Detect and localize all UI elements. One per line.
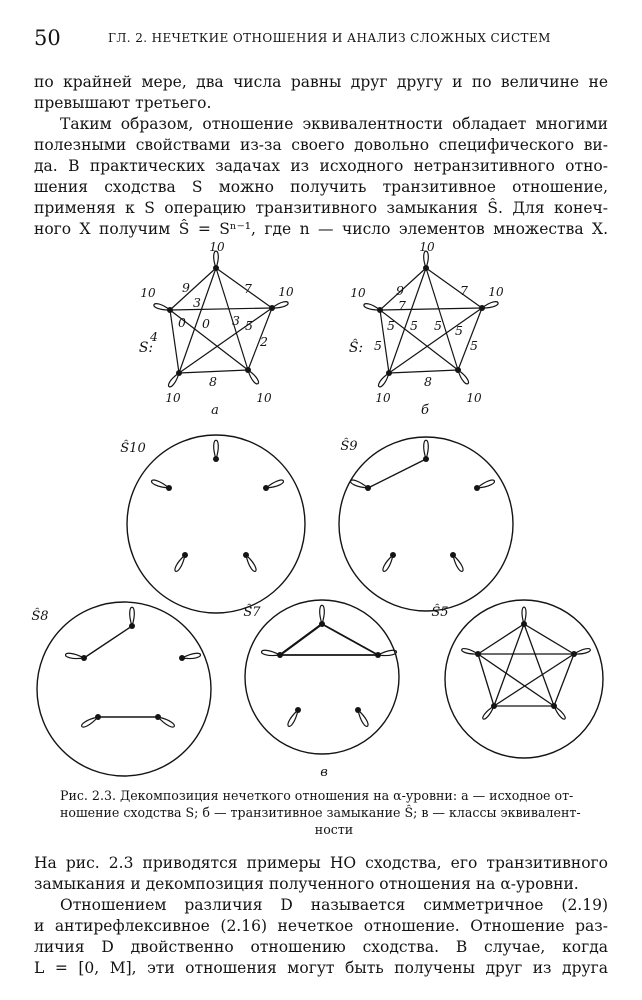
vertex-dot: [213, 456, 219, 462]
vertex-dot: [475, 651, 481, 657]
edge-line: [322, 624, 378, 655]
edge-line: [426, 268, 458, 370]
edge-line: [494, 654, 574, 706]
vertex-dot: [390, 552, 396, 558]
vertex-dot: [269, 305, 275, 311]
circle-label: Ŝ8: [31, 609, 49, 624]
edge-line: [478, 654, 554, 706]
vertex-dot: [295, 707, 301, 713]
loop-weight-label: 10: [278, 285, 294, 299]
panel-label: a: [211, 403, 219, 418]
loop-weight-label: 10: [140, 286, 156, 300]
vertex-dot: [179, 655, 185, 661]
vertex-dot: [263, 485, 269, 491]
vertex-dot: [182, 552, 188, 558]
text-line: применяя к S операцию транзитивного замыкания Ŝ. Для конеч-: [34, 199, 608, 217]
edge-weight-label: 7: [460, 283, 468, 298]
edge-weight-label: 5: [387, 318, 395, 333]
edge-line: [170, 308, 272, 310]
text-line: На рис. 2.3 приводятся примеры НО сходства, его транзитивного: [34, 854, 608, 872]
edge-weight-label: 7: [398, 298, 406, 313]
edge-line: [179, 370, 248, 373]
edge-weight-label: 5: [455, 323, 463, 338]
vertex-dot: [95, 714, 101, 720]
vertex-dot: [167, 307, 173, 313]
text-line: превышают третьего.: [34, 94, 212, 112]
vertex-dot: [166, 485, 172, 491]
edge-weight-label: 5: [410, 318, 418, 333]
edge-weight-label: 3: [232, 313, 240, 328]
text-line: L = [0, M], эти отношения могут быть получены друг из друга: [34, 959, 608, 977]
loop-weight-label: 10: [419, 240, 435, 254]
vertex-dot: [243, 552, 249, 558]
vertex-dot: [386, 370, 392, 376]
vertex-dot: [450, 552, 456, 558]
vertex-dot: [176, 370, 182, 376]
vertex-dot: [245, 367, 251, 373]
edge-line: [426, 268, 482, 308]
text-line: по крайней мере, два числа равны друг другу и по величине не: [34, 73, 608, 91]
edge-weight-label: 7: [244, 281, 252, 296]
edge-line: [280, 624, 322, 655]
vertex-dot: [423, 265, 429, 271]
panel-label: в: [320, 765, 328, 780]
edge-weight-label: 3: [193, 295, 201, 310]
vertex-dot: [455, 367, 461, 373]
caption-line: ношение сходства S; б — транзитивное замыкание Ŝ; в — классы эквивалент-: [60, 805, 581, 820]
edge-weight-label: 2: [260, 334, 268, 349]
text-line: шения сходства S можно получить транзитивное отношение,: [34, 178, 608, 196]
vertex-dot: [479, 305, 485, 311]
vertex-dot: [377, 307, 383, 313]
paragraph-bottom: [34, 853, 608, 979]
vertex-dot: [355, 707, 361, 713]
vertex-dot: [277, 652, 283, 658]
vertex-dot: [491, 703, 497, 709]
vertex-dot: [571, 651, 577, 657]
text-line: Отношением различия D называется симметричное (2.19): [60, 896, 608, 914]
caption-line: Рис. 2.3. Декомпозиция нечеткого отношения на α-уровни: а — исходное от-: [60, 788, 574, 803]
text-line: да. В практических задачах из исходного нетранзитивного отно-: [34, 157, 608, 175]
edge-weight-label: 8: [209, 374, 217, 389]
edge-weight-label: 9: [396, 283, 404, 298]
relation-label: Ŝ:: [348, 340, 364, 356]
edge-weight-label: 9: [182, 280, 190, 295]
edge-line: [524, 624, 574, 654]
vertex-dot: [213, 265, 219, 271]
loop-weight-label: 10: [350, 286, 366, 300]
vertex-dot: [365, 485, 371, 491]
edge-line: [84, 626, 132, 658]
vertex-dot: [423, 456, 429, 462]
text-line: и антирефлексивное (2.16) нечеткое отношение. Отношение раз-: [34, 917, 608, 935]
vertex-dot: [474, 485, 480, 491]
circle-label: Ŝ7: [243, 605, 261, 620]
loop-weight-label: 10: [488, 285, 504, 299]
vertex-dot: [551, 703, 557, 709]
circle-label: Ŝ10: [120, 441, 146, 456]
circle-label: Ŝ9: [340, 439, 358, 454]
edge-weight-label: 4: [150, 329, 158, 344]
edge-weight-label: 5: [374, 338, 382, 353]
text-line: Таким образом, отношение эквивалентности обладает многими: [60, 115, 608, 133]
edge-line: [380, 308, 482, 310]
edge-weight-label: 0: [202, 316, 210, 331]
page-number: 50: [34, 26, 61, 50]
edge-weight-label: 5: [245, 318, 253, 333]
vertex-dot: [319, 621, 325, 627]
edge-line: [368, 459, 426, 488]
loop-weight-label: 10: [209, 240, 225, 254]
text-line: личия D двойственно отношению сходства. В случае, когда: [34, 938, 608, 956]
edge-weight-label: 5: [434, 318, 442, 333]
text-line: ного X получим Ŝ = Sⁿ⁻¹, где n — число элементов множества X.: [34, 220, 608, 238]
figure-caption: [60, 787, 608, 838]
class-circle: [37, 602, 211, 776]
vertex-dot: [129, 623, 135, 629]
circle-label: Ŝ5: [431, 605, 449, 620]
loop-weight-label: 10: [256, 391, 272, 405]
edge-line: [389, 370, 458, 373]
class-circle: [339, 437, 513, 611]
relation-label: S:: [138, 340, 154, 356]
edge-weight-label: 5: [470, 338, 478, 353]
edge-weight-label: 8: [424, 374, 432, 389]
caption-line: ности: [314, 822, 354, 837]
edge-line: [179, 308, 272, 373]
loop-weight-label: 10: [165, 391, 181, 405]
text-line: замыкания и декомпозиция полученного отношения на α-уровни.: [34, 875, 579, 893]
edge-line: [478, 624, 524, 654]
vertex-dot: [521, 621, 527, 627]
edge-line: [478, 654, 494, 706]
edge-line: [494, 624, 524, 706]
running-head: ГЛ. 2. НЕЧЕТКИЕ ОТНОШЕНИЯ И АНАЛИЗ СЛОЖНЫХ СИСТЕМ: [108, 31, 551, 45]
vertex-dot: [81, 655, 87, 661]
loop-weight-label: 10: [466, 391, 482, 405]
edge-weight-label: 0: [178, 315, 186, 330]
text-line: полезными свойствами из-за своего довольно специфического ви-: [34, 136, 608, 154]
loop-weight-label: 10: [375, 391, 391, 405]
vertex-dot: [155, 714, 161, 720]
panel-label: б: [421, 403, 429, 418]
vertex-dot: [375, 652, 381, 658]
edge-line: [524, 624, 554, 706]
edge-line: [554, 654, 574, 706]
